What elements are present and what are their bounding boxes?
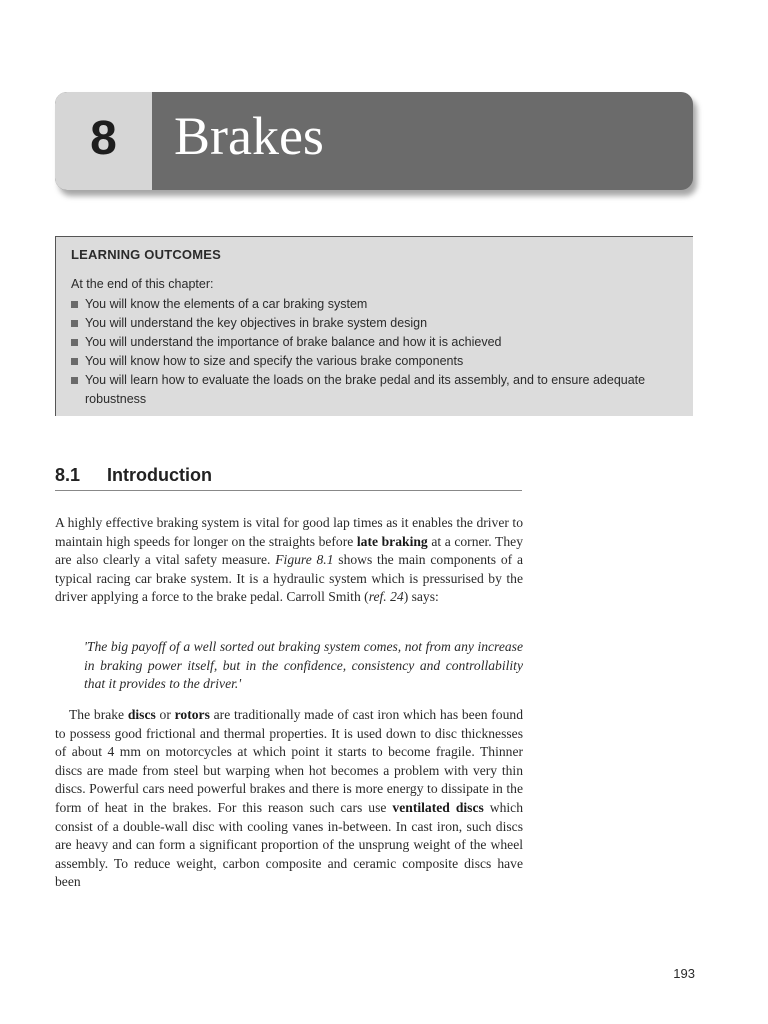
square-bullet-icon: [71, 339, 78, 346]
text-run: shows the main components of a typical racing car brake system. It is a hydraulic system which is pressurised by the driver applying a force to the brake pedal. Carroll Smith (: [55, 552, 523, 605]
list-item-text: You will learn how to evaluate the loads on the brake pedal and its assembly, and to ensure adequate robustness: [85, 373, 646, 406]
paragraph-discs: [55, 706, 523, 892]
section-number: 8.1: [55, 465, 81, 485]
page-number: 193: [673, 966, 695, 981]
square-bullet-icon: [71, 358, 78, 365]
text-run: at a corner. They are also clearly a vital safety measure.: [55, 533, 523, 568]
figure-reference: Figure 8.1: [275, 552, 334, 568]
list-item: [71, 333, 681, 352]
text-run: ) says:: [403, 589, 439, 605]
bold-term: rotors: [174, 707, 210, 722]
text-run: are traditionally made of cast iron which has been found to possess good frictional and thermal properties. It is used down to disc thicknesses of about 4 mm on motorcycles at which point it starts to become fragile. Thinner discs are made from steel but warping when hot becomes a problem with very thin discs. Powerful cars need powerful brakes and there is more energy to dissipate in the form of heat in the brakes. For this reason such cars use: [55, 707, 523, 815]
list-item: [71, 371, 681, 409]
learning-outcomes-box: [55, 236, 693, 416]
list-item-text: You will know the elements of a car braking system: [85, 297, 368, 311]
section-heading: [55, 462, 522, 491]
square-bullet-icon: [71, 377, 78, 384]
text-run: which consist of a double-wall disc with cooling vanes in-between. In cast iron, such discs are heavy and can form a significant proportion of the unsprung weight of the wheel assembly. To reduce weight, carbon composite and ceramic composite discs have been: [55, 799, 523, 890]
chapter-number: 8: [90, 112, 117, 165]
square-bullet-icon: [71, 301, 78, 308]
list-item-text: You will understand the importance of brake balance and how it is achieved: [85, 335, 502, 349]
learning-outcomes-intro: At the end of this chapter:: [71, 277, 214, 291]
text-run: The brake: [69, 707, 128, 722]
citation-reference: ref. 24: [368, 589, 404, 605]
learning-outcomes-list: [71, 295, 681, 409]
text-run: A highly effective braking system is vital for good lap times as it enables the driver to maintain high speeds for longer on the straights before: [55, 515, 523, 549]
block-quote: 'The big payoff of a well sorted out braking system comes, not from any increase in braking power itself, but in the confidence, consistency and controllability that it provides to the driver.': [84, 639, 523, 692]
bold-term: discs: [127, 707, 156, 722]
list-item: [71, 314, 681, 333]
square-bullet-icon: [71, 320, 78, 327]
paragraph-intro: [55, 514, 523, 607]
chapter-title: Brakes: [174, 106, 324, 166]
learning-outcomes-title: LEARNING OUTCOMES: [71, 247, 222, 262]
list-item-text: You will understand the key objectives in brake system design: [85, 316, 428, 330]
text-run: or: [155, 707, 175, 722]
chapter-header: [55, 92, 693, 190]
list-item: [71, 352, 681, 371]
bold-term: late braking: [356, 533, 428, 549]
bold-term: ventilated discs: [392, 799, 484, 815]
list-item-text: You will know how to size and specify the various brake components: [85, 354, 464, 368]
list-item: [71, 295, 681, 314]
section-title: Introduction: [107, 465, 212, 485]
